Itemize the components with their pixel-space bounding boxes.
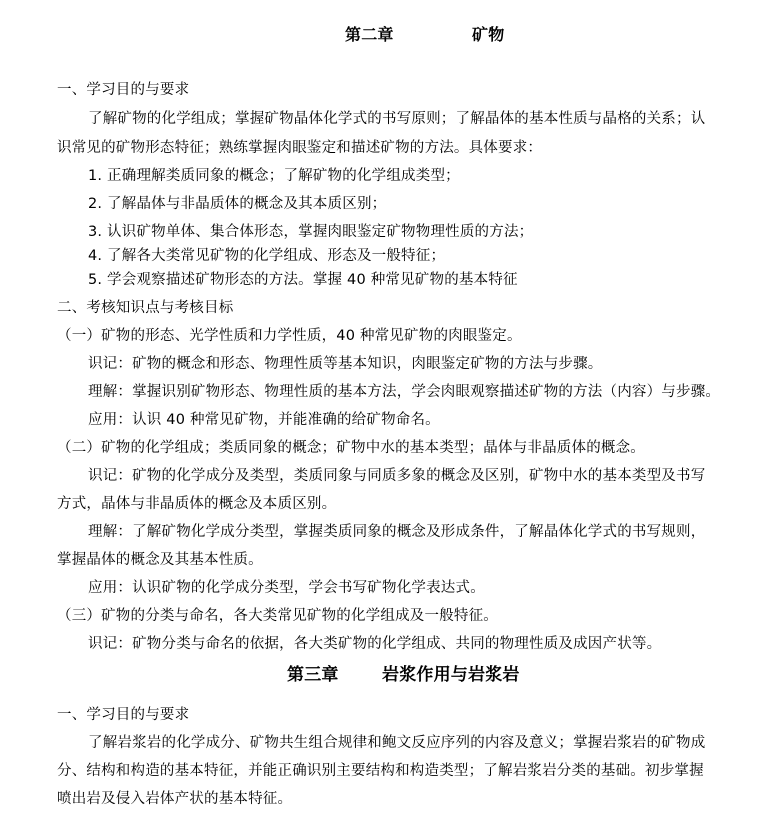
chapter-2-name: 矿物 [472, 25, 505, 44]
paragraph-line: 识常见的矿物形态特征；熟练掌握肉眼鉴定和描述矿物的方法。具体要求： [57, 140, 543, 156]
subsection-heading: （三）矿物的分类与命名，各大类常见矿物的化学组成及一般特征。 [57, 608, 498, 624]
paragraph-line: 识记：矿物的化学成分及类型，类质同象与同质多象的概念及区别，矿物中水的基本类型及书写 [88, 468, 706, 484]
paragraph-line: 分、结构和构造的基本特征，并能正确识别主要结构和构造类型；了解岩浆岩分类的基础。初步掌握 [57, 763, 704, 779]
chapter-3-label: 第三章 [287, 665, 339, 685]
subsection-heading: （二）矿物的化学组成；类质同象的概念；矿物中水的基本类型；晶体与非晶质体的概念。 [57, 440, 645, 456]
paragraph-line: 应用：认识矿物的化学成分类型，学会书写矿物化学表达式。 [88, 580, 485, 596]
section-heading-assessment: 二、考核知识点与考核目标 [57, 300, 234, 316]
subsection-heading: （一）矿物的形态、光学性质和力学性质，40 种常见矿物的肉眼鉴定。 [57, 328, 522, 344]
paragraph-line: 掌握晶体的概念及其基本性质。 [57, 552, 263, 568]
section-heading-goals: 一、学习目的与要求 [57, 82, 190, 98]
paragraph-line: 喷出岩及侵入岩体产状的基本特征。 [57, 791, 293, 807]
list-item: 2. 了解晶体与非晶质体的概念及其本质区别； [88, 196, 387, 212]
paragraph-line: 理解：了解矿物化学成分类型，掌握类质同象的概念及形成条件，了解晶体化学式的书写规则， [88, 524, 706, 540]
paragraph-line: 了解矿物的化学组成；掌握矿物晶体化学式的书写原则；了解晶体的基本性质与晶格的关系；认 [88, 111, 706, 127]
paragraph-line: 理解：掌握识别矿物形态、物理性质的基本方法，学会肉眼观察描述矿物的方法（内容）与步骤。 [88, 384, 721, 400]
chapter-2-label: 第二章 [345, 25, 394, 44]
paragraph-line: 方式，晶体与非晶质体的概念及本质区别。 [57, 496, 337, 512]
paragraph-line: 了解岩浆岩的化学成分、矿物共生组合规律和鲍文反应序列的内容及意义；掌握岩浆岩的矿物成 [88, 735, 706, 751]
paragraph-line: 识记：矿物分类与命名的依据，各大类矿物的化学组成、共同的物理性质及成因产状等。 [88, 636, 662, 652]
list-item: 1. 正确理解类质同象的概念；了解矿物的化学组成类型； [88, 168, 460, 184]
section-heading-goals: 一、学习目的与要求 [57, 707, 190, 723]
list-item: 5. 学会观察描述矿物形态的方法。掌握 40 种常见矿物的基本特征 [88, 272, 518, 288]
list-item: 4. 了解各大类常见矿物的化学组成、形态及一般特征； [88, 248, 446, 264]
paragraph-line: 识记：矿物的概念和形态、物理性质等基本知识，肉眼鉴定矿物的方法与步骤。 [88, 356, 603, 372]
chapter-3-name: 岩浆作用与岩浆岩 [382, 665, 520, 685]
list-item: 3. 认识矿物单体、集合体形态，掌握肉眼鉴定矿物物理性质的方法； [88, 224, 534, 240]
paragraph-line: 应用：认识 40 种常见矿物，并能准确的给矿物命名。 [88, 412, 440, 428]
